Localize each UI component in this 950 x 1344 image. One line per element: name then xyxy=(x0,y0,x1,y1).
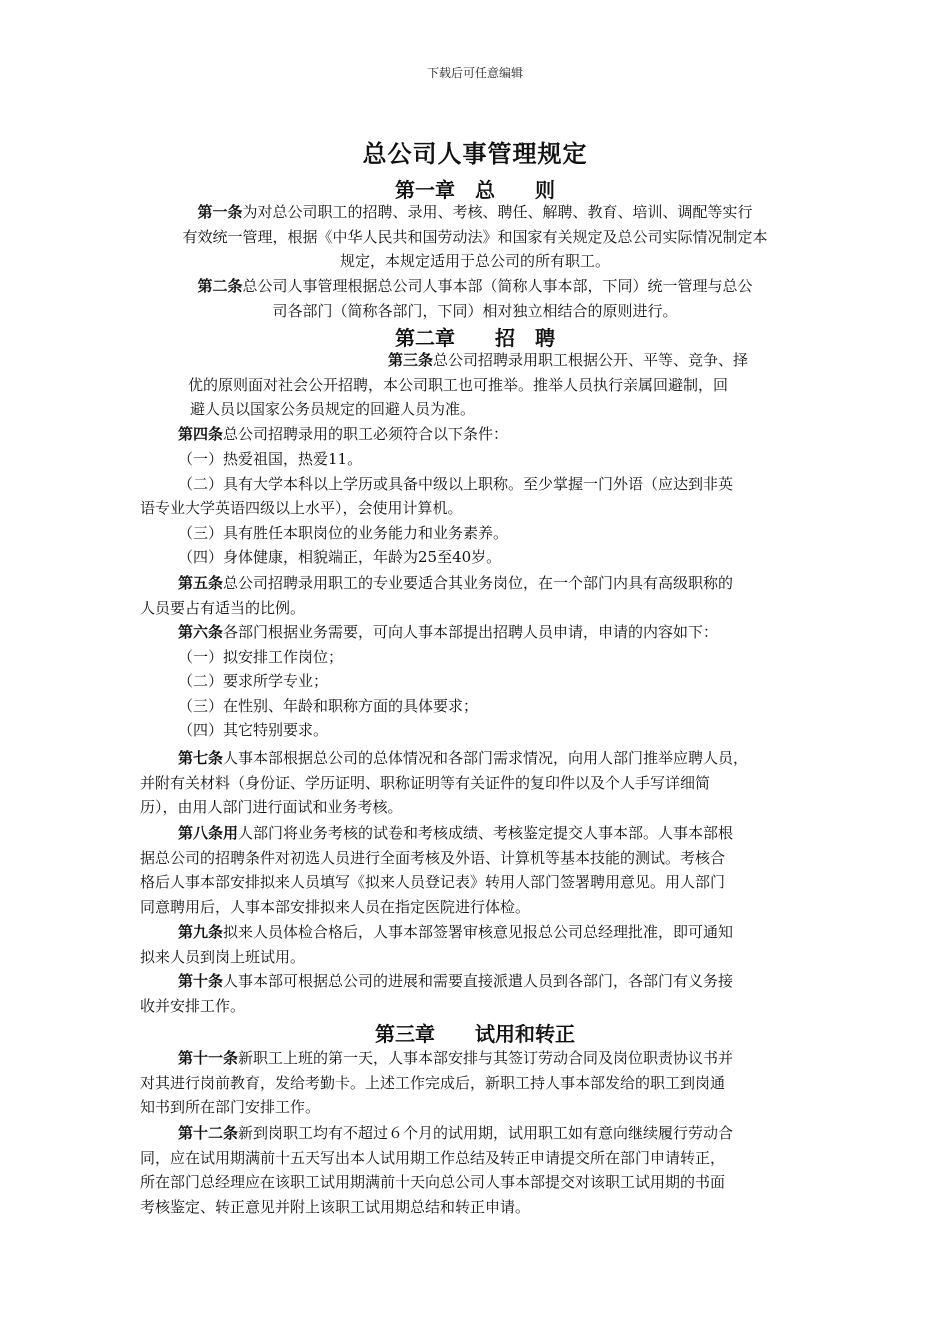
article-1: 第一条为对总公司职工的招聘、录用、考核、聘任、解聘、教育、培训、调配等实行 有效统一管理，根据《中华人民共和国劳动法》和国家有关规定及总公司实际情况制定本 规定，本规定适用于总公司的所有职工。 xyxy=(182,203,768,270)
article-label: 第一条 xyxy=(197,203,243,221)
list-item: （二）要求所学专业； xyxy=(178,672,329,690)
article-7: 第七条人事本部根据总公司的总体情况和各部门需求情况，向用人部门推举应聘人员， 并附有关材料（身份证、学历证明、职称证明等有关证件的复印件以及个人手写详细简 历），由用人部门进行面试和业务考核。 xyxy=(140,749,749,816)
article-9: 第九条拟来人员体检合格后，人事本部签署审核意见报总公司总经理批准，即可通知 拟来人员到岗上班试用。 xyxy=(140,923,734,966)
article-label: 第七条 xyxy=(178,749,224,767)
article-label: 第五条 xyxy=(178,574,224,592)
article-label: 第八条用 xyxy=(178,824,239,842)
article-label: 第十条 xyxy=(178,972,224,990)
list-item: （一）拟安排工作岗位； xyxy=(178,647,344,666)
list-item: （四）身体健康，相貌端正，年龄为25至40岁。 xyxy=(178,548,502,566)
article-12: 第十二条新到岗职工均有不超过６个月的试用期，试用职工如有意向继续履行劳动合 同，应在试用期满前十五天写出本人试用期工作总结及转正申请提交所在部门申请转正， 所在部门总经理应在该职工试用期满前十天向总公司人事本部提交对该职工试用期的书面 考核鉴定、转正意见并附上该职工试用期总结和转正申请。 xyxy=(140,1124,734,1216)
article-6: 第六条各部门根据业务需要，可向人事本部提出招聘人员申请，申请的内容如下： （一）拟安排工作岗位； （二）要求所学专业； （三）在性别、年龄和职称方面的具体要求； （四）其它特别要求。 xyxy=(140,620,810,743)
list-item: （一）热爱祖国，热爱11。 xyxy=(178,450,363,468)
list-item: 语专业大学英语四级以上水平），会使用计算机。 xyxy=(140,499,463,517)
article-label: 第四条 xyxy=(178,425,224,443)
document-title: 总公司人事管理规定 xyxy=(362,140,588,168)
article-label: 第十一条 xyxy=(178,1049,239,1067)
list-item: （四）其它特别要求。 xyxy=(178,721,329,739)
chapter-1-heading: 第一章 总 则 xyxy=(395,178,555,202)
article-label: 第三条 xyxy=(388,351,434,369)
chapter-2-heading: 第二章 招 聘 xyxy=(395,326,555,350)
list-item: （三）具有胜任本职岗位的业务能力和业务素养。 xyxy=(178,523,509,542)
article-8: 第八条用人部门将业务考核的试卷和考核成绩、考核鉴定提交人事本部。人事本部根 据总公司的招聘条件对初选人员进行全面考核及外语、计算机等基本技能的测试。考核合 格后人事本部安排拟来人员填写《拟来人员登记表》转用人部门签署聘用意见。用人部门 同意聘用后，人事本部安排拟来人员在指定医院进行体检。 xyxy=(140,824,734,916)
header-note: 下载后可任意编辑 xyxy=(426,66,523,80)
article-label: 第二条 xyxy=(197,277,243,295)
article-label: 第九条 xyxy=(178,923,224,941)
article-label: 第十二条 xyxy=(178,1124,239,1142)
article-3: 第三条总公司招聘录用职工根据公开、平等、竞争、择 优的原则面对社会公开招聘，本公司职工也可推举。推举人员执行亲属回避制，回 避人员以国家公务员规定的回避人员为准。 xyxy=(188,351,749,418)
list-item: （三）在性别、年龄和职称方面的具体要求； xyxy=(178,696,479,715)
article-11: 第十一条新职工上班的第一天，人事本部安排与其签订劳动合同及岗位职责协议书并 对其进行岗前教育，发给考勤卡。上述工作完成后，新职工持人事本部发给的职工到岗通 知书到所在部门安排工作。 xyxy=(140,1049,734,1116)
article-5: 第五条总公司招聘录用职工的专业要适合其业务岗位，在一个部门内具有高级职称的 人员要占有适当的比例。 xyxy=(140,574,734,617)
article-2: 第二条总公司人事管理根据总公司人事本部（简称人事本部，下同）统一管理与总公 司各部门（简称各部门，下同）相对独立相结合的原则进行。 xyxy=(197,277,753,320)
list-item: （二）具有大学本科以上学历或具备中级以上职称。至少掌握一门外语（应达到非英 xyxy=(178,474,734,493)
article-4-items xyxy=(140,447,810,570)
article-4: 第四条总公司招聘录用的职工必须符合以下条件： xyxy=(178,425,509,443)
article-10: 第十条人事本部可根据总公司的进展和需要直接派遣人员到各部门，各部门有义务接 收并安排工作。 xyxy=(140,972,734,1015)
article-label: 第六条 xyxy=(178,623,224,641)
chapter-3-heading: 第三章 试用和转正 xyxy=(375,1022,575,1046)
